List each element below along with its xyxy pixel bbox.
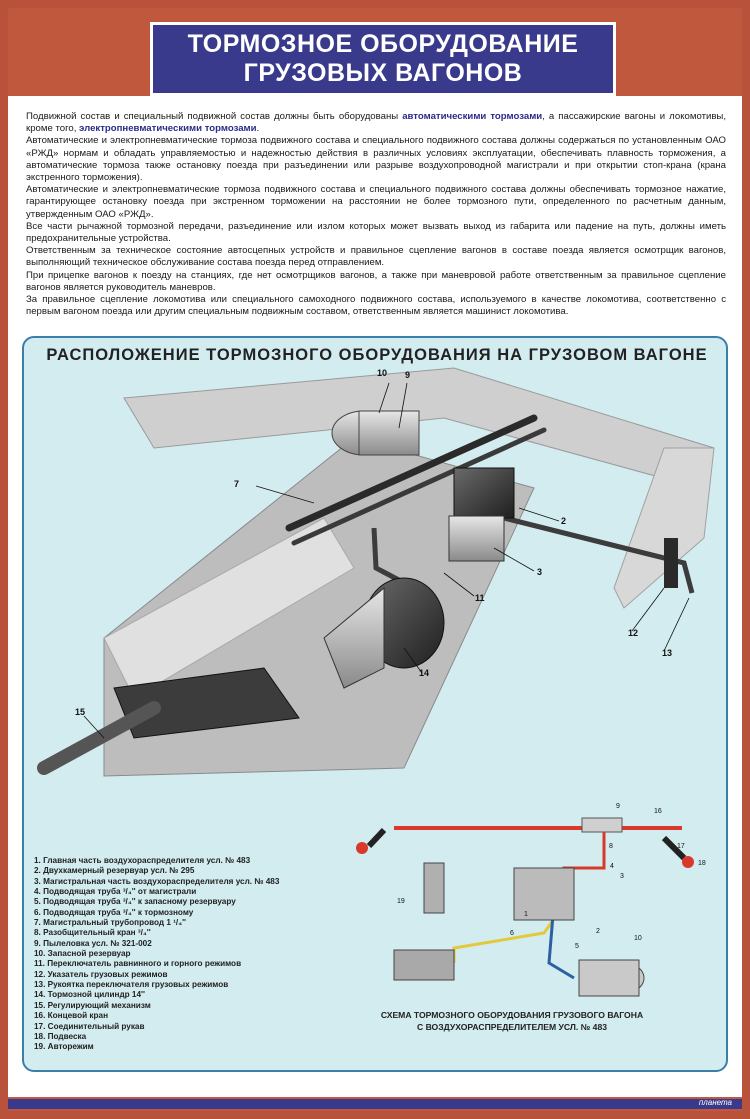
legend-item: 2. Двухкамерный резервуар усл. № 295 [34, 866, 195, 876]
bottom-bar [8, 1099, 742, 1109]
callout-12: 12 [628, 628, 639, 638]
legend-item: 18. Подвеска [34, 1031, 87, 1041]
schema-label-6: 6 [510, 930, 514, 937]
legend-item: 11. Переключатель равнинного и горного режимов [34, 959, 242, 969]
legend-item: 7. Магистральный трубопровод 1 ¹/₄'' [34, 918, 186, 928]
intro-p1-bold-2: электропневматическими тормозами [79, 123, 257, 135]
intro-paragraph-7: За правильное сцепление локомотива или специального самоходного подвижного состава, используемого в качестве локомотива, соответственно с первым вагоном поезда или другим специальным подвижным составом, ответственным является машинист локомотива. [26, 294, 726, 318]
schema-coupling-right [682, 856, 694, 868]
schema-caption-line-2: С ВОЗДУХОРАСПРЕДЕЛИТЕЛЕМ УСЛ. № 483 [416, 1022, 608, 1032]
legend-item: 15. Регулирующий механизм [34, 1000, 151, 1010]
intro-paragraph-6: При прицепке вагонов к поезду на станциях, где нет осмотрщиков вагонов, а также при маневровой работе ответственным за правильное сцепление вагонов является руководитель маневров. [26, 269, 726, 293]
callout-9: 9 [405, 370, 411, 380]
publisher-logo: планета [698, 1098, 732, 1107]
schema-label-19: 19 [397, 898, 405, 905]
legend-item: 13. Рукоятка переключателя грузовых режимов [34, 980, 229, 990]
schema-caption-line-1: СХЕМА ТОРМОЗНОГО ОБОРУДОВАНИЯ ГРУЗОВОГО ВАГОНА [380, 1010, 644, 1020]
intro-text [26, 111, 726, 318]
callout-11: 11 [475, 593, 485, 603]
schema-label-1: 1 [524, 911, 528, 918]
legend-item: 9. Пылеловка усл. № 321-002 [34, 938, 152, 948]
title-box [150, 22, 616, 96]
intro-p1-c: , а пассажирские вагоны и локомотивы, кроме того, [26, 111, 726, 135]
load-mode-indicator [664, 538, 678, 588]
auxiliary-reservoir-body [359, 411, 419, 455]
schema-label-16: 16 [654, 808, 662, 815]
schema-coupling-left [356, 842, 368, 854]
schema-label-10: 10 [634, 935, 642, 942]
intro-paragraph-2: Автоматические и электропневматические тормоза подвижного состава и специального подвижного состава должны содержаться по установленным ОАО «РЖД» нормам и обладать управляемостью и надежностью действия в различных условиях эксплуатации, обеспечивать плавность торможения, а автоматические тормоза также остановку поезда при разъединении или разрыве воздухопроводной магистрали и при открытии стоп-крана (крана экстренного торможения). [26, 135, 726, 184]
legend-item: 12. Указатель грузовых режимов [34, 969, 168, 979]
callout-3: 3 [537, 567, 543, 577]
legend-item: 14. Тормозной цилиндр 14'' [34, 990, 145, 1000]
legend-item: 8. Разобщительный кран ³/₄'' [34, 928, 151, 938]
legend-item: 19. Авторежим [34, 1042, 94, 1052]
schema-autoregulator [424, 863, 444, 913]
schema-caption [352, 1009, 672, 1033]
callout-13: 13 [662, 648, 673, 658]
schema-label-17: 17 [677, 843, 685, 850]
main-part-distributor [449, 516, 504, 561]
schema-label-3: 3 [620, 873, 624, 880]
callout-10: 10 [377, 368, 388, 378]
intro-p1-e: . [256, 123, 260, 135]
schema-label-8: 8 [609, 843, 613, 850]
legend-item: 16. Концевой кран [34, 1011, 109, 1021]
legend-item: 10. Запасной резервуар [34, 949, 131, 959]
intro-paragraph-3: Автоматические и электропневматические тормоза подвижного состава и специального подвижного состава должны обеспечивать тормозное нажатие, гарантирующее остановку поезда при экстренном торможении на расстоянии не более тормозного пути, определенного по расчетным данным, утвержденным ОАО «РЖД». [26, 184, 726, 220]
intro-paragraph-5: Ответственным за техническое состояние автосцепных устройств и правильное сцепление вагонов в составе поезда является осмотрщик вагонов, выполняющий техническое обслуживание состава поезда перед отправлением. [26, 245, 726, 269]
schema-brake-cylinder [394, 950, 454, 980]
intro-p1-bold-1: автоматическими тормозами [402, 111, 543, 122]
intro-p1-a: Подвижной состав и специальный подвижной состав должны быть оборудованы [26, 111, 403, 122]
schema-label-18: 18 [698, 860, 706, 867]
component-legend [34, 856, 279, 1053]
schema-label-9: 9 [616, 803, 620, 810]
callout-2: 2 [561, 516, 567, 526]
legend-item: 6. Подводящая труба ³/₄'' к тормозному [34, 907, 194, 917]
title-line-1: ТОРМОЗНОЕ ОБОРУДОВАНИЕ [187, 30, 579, 58]
schema-label-4: 4 [610, 863, 614, 870]
legend-item: 3. Магистральная часть воздухораспределителя усл. № 483 [34, 876, 280, 886]
schema-dust-collector [582, 818, 622, 832]
title-line-2: ГРУЗОВЫХ ВАГОНОВ [243, 59, 523, 87]
callout-14: 14 [419, 668, 430, 678]
two-chamber-reservoir [454, 468, 514, 518]
schema-label-2: 2 [596, 928, 600, 935]
legend-item: 4. Подводящая труба ³/₄'' от магистрали [34, 887, 197, 897]
legend-item: 17. Соединительный рукав [34, 1021, 145, 1031]
header-band [8, 8, 742, 96]
intro-paragraph-1 [26, 111, 726, 135]
schema-hose-left [369, 830, 384, 846]
legend-item: 1. Главная часть воздухораспределителя усл. № 483 [34, 856, 251, 865]
schema-air-distributor [514, 868, 574, 920]
intro-paragraph-4: Все части рычажной тормозной передачи, разъединение или излом которых может вызвать выход из габарита или падение на путь, должны иметь предохранительные устройства. [26, 220, 726, 245]
panel-title: РАСПОЛОЖЕНИЕ ТОРМОЗНОГО ОБОРУДОВАНИЯ НА ГРУЗОВОМ ВАГОНЕ [46, 346, 708, 364]
schema-label-5: 5 [575, 943, 579, 950]
callout-15: 15 [75, 707, 86, 717]
callout-7: 7 [234, 479, 240, 489]
legend-item: 5. Подводящая труба ³/₄'' к запасному резервуару [34, 897, 236, 907]
